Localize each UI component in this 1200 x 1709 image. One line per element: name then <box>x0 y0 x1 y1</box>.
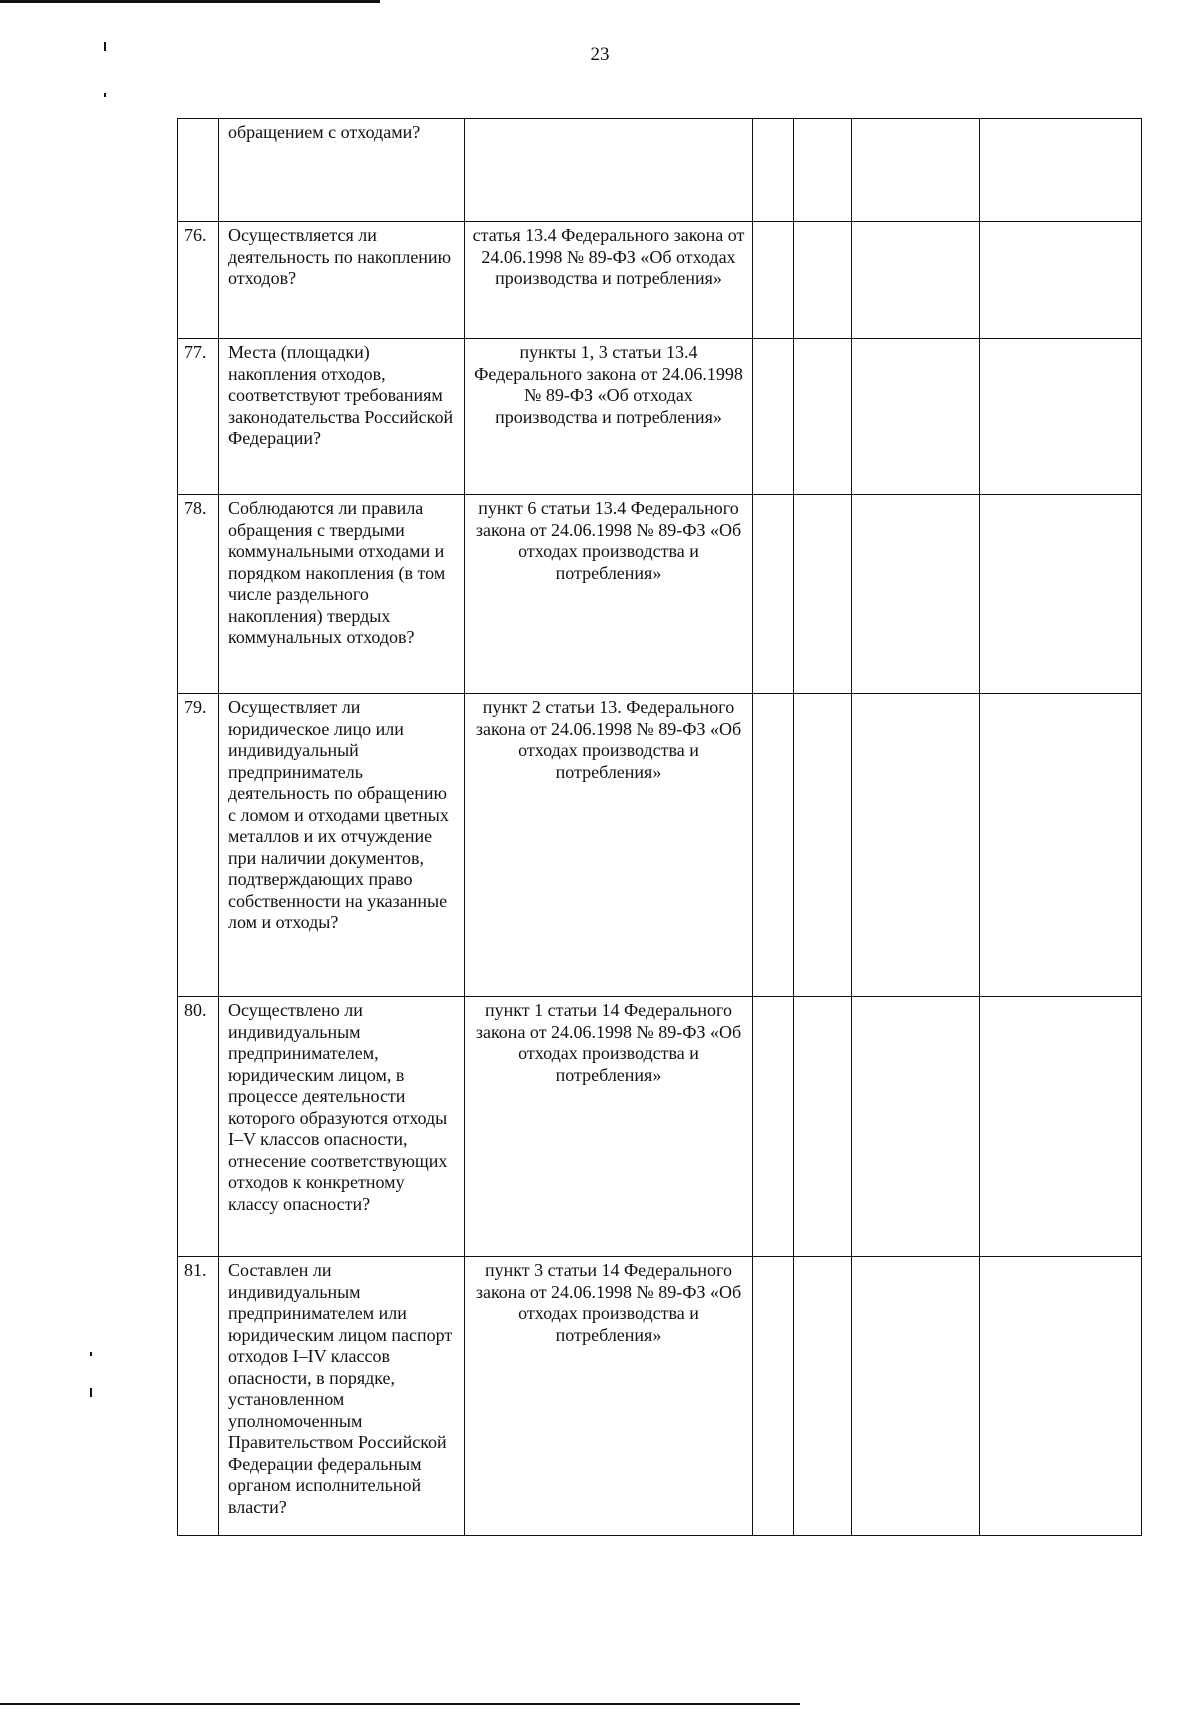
row-question: Осуществляет ли юридическое лицо или индивидуальный предприниматель деятельность по обращению с ломом и отходами цветных металлов и их отчуждение при наличии документов, подтверждающих право собственности на указанные лом и отходы? <box>219 694 465 997</box>
row-reference: пункт 1 статьи 14 Федерального закона от 24.06.1998 № 89-ФЗ «Об отходах производства и потребления» <box>465 997 753 1257</box>
row-reference: пункт 6 статьи 13.4 Федерального закона от 24.06.1998 № 89-ФЗ «Об отходах производства и потребления» <box>465 495 753 694</box>
empty-cell <box>794 119 852 222</box>
empty-cell <box>794 339 852 495</box>
row-question: обращением с отходами? <box>219 119 465 222</box>
row-question: Осуществлено ли индивидуальным предпринимателем, юридическим лицом, в процессе деятельности которого образуются отходы I–V классов опасности, отнесение соответствующих отходов к конкретному классу опасности? <box>219 997 465 1257</box>
empty-cell <box>980 694 1142 997</box>
row-number: 81. <box>178 1257 219 1536</box>
empty-cell <box>794 1257 852 1536</box>
table-row <box>178 997 1142 1257</box>
scan-edge-line <box>0 0 380 3</box>
scan-tick <box>90 1352 92 1356</box>
row-reference: статья 13.4 Федерального закона от 24.06.1998 № 89-ФЗ «Об отходах производства и потребления» <box>465 222 753 339</box>
empty-cell <box>753 119 794 222</box>
table-row <box>178 222 1142 339</box>
row-question: Составлен ли индивидуальным предпринимателем или юридическим лицом паспорт отходов I–IV классов опасности, в порядке, установленном уполномоченным Правительством Российской Федерации федеральным органом исполнительной власти? <box>219 1257 465 1536</box>
checklist-table <box>177 118 1142 1536</box>
empty-cell <box>794 694 852 997</box>
row-number: 79. <box>178 694 219 997</box>
empty-cell <box>753 222 794 339</box>
row-number: 76. <box>178 222 219 339</box>
empty-cell <box>753 1257 794 1536</box>
table-row <box>178 339 1142 495</box>
empty-cell <box>753 495 794 694</box>
row-reference: пункт 2 статьи 13. Федерального закона от 24.06.1998 № 89-ФЗ «Об отходах производства и потребления» <box>465 694 753 997</box>
row-question: Соблюдаются ли правила обращения с твердыми коммунальными отходами и порядком накопления (в том числе раздельного накопления) твердых коммунальных отходов? <box>219 495 465 694</box>
empty-cell <box>980 495 1142 694</box>
row-question: Осуществляется ли деятельность по накоплению отходов? <box>219 222 465 339</box>
empty-cell <box>852 694 980 997</box>
empty-cell <box>753 997 794 1257</box>
empty-cell <box>753 339 794 495</box>
empty-cell <box>852 1257 980 1536</box>
table-row <box>178 694 1142 997</box>
empty-cell <box>852 997 980 1257</box>
row-reference: пункт 3 статьи 14 Федерального закона от 24.06.1998 № 89-ФЗ «Об отходах производства и потребления» <box>465 1257 753 1536</box>
row-number: 80. <box>178 997 219 1257</box>
row-reference: пункты 1, 3 статьи 13.4 Федерального закона от 24.06.1998 № 89-ФЗ «Об отходах производства и потребления» <box>465 339 753 495</box>
empty-cell <box>794 222 852 339</box>
empty-cell <box>753 694 794 997</box>
empty-cell <box>794 997 852 1257</box>
page-number: 23 <box>590 44 610 65</box>
scan-edge-line <box>0 1703 800 1705</box>
empty-cell <box>852 495 980 694</box>
scan-tick <box>90 1388 92 1397</box>
row-number: 78. <box>178 495 219 694</box>
table-row <box>178 495 1142 694</box>
scan-tick <box>104 93 106 97</box>
row-number <box>178 119 219 222</box>
empty-cell <box>852 119 980 222</box>
row-reference <box>465 119 753 222</box>
empty-cell <box>980 1257 1142 1536</box>
empty-cell <box>794 495 852 694</box>
scan-tick <box>104 42 106 51</box>
empty-cell <box>980 119 1142 222</box>
empty-cell <box>852 222 980 339</box>
empty-cell <box>980 339 1142 495</box>
empty-cell <box>980 997 1142 1257</box>
table-row <box>178 1257 1142 1536</box>
empty-cell <box>852 339 980 495</box>
empty-cell <box>980 222 1142 339</box>
row-question: Места (площадки) накопления отходов, соответствуют требованиям законодательства Российской Федерации? <box>219 339 465 495</box>
row-number: 77. <box>178 339 219 495</box>
table-row <box>178 119 1142 222</box>
